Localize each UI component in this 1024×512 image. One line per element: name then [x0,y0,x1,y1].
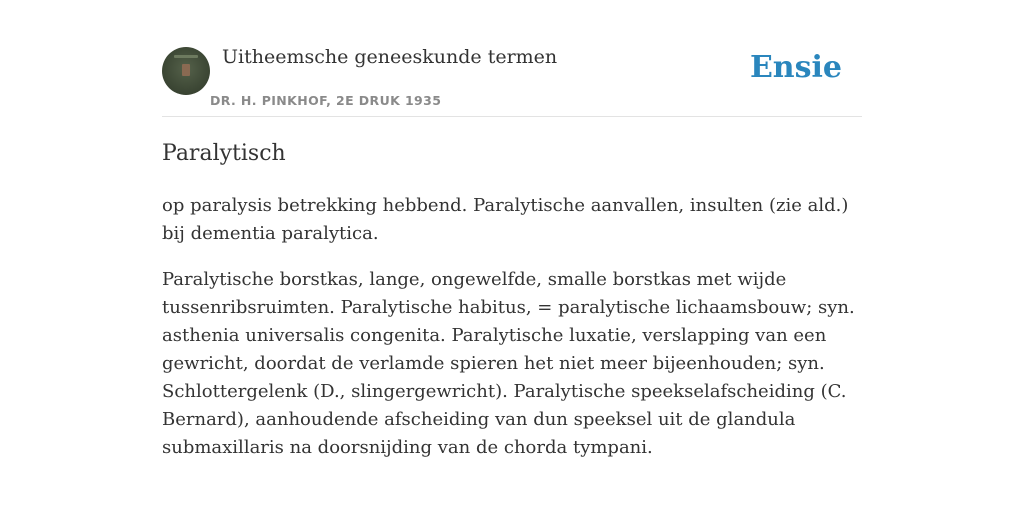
book-author-edition: DR. H. PINKHOF, 2E DRUK 1935 [210,93,442,108]
ensie-logo-link[interactable]: Ensie [749,50,842,85]
entry-title: Paralytisch [162,141,286,166]
entry-paragraph: Paralytische borstkas, lange, ongewelfde, smalle borstkas met wijde tussenribsruimten. Paralytische habitus, = paralytische lichaamsbouw; syn. asthenia universalis congenita. Paralytische luxatie, verslapping van een gewricht, doordat de verlamde spieren het niet meer bijeenhouden; syn. Schlottergelenk (D., slingergewricht). Paralytische speekselafscheiding (C. Bernard), aanhoudende afscheiding van dun speeksel uit de glandula submaxillaris na doorsnijding van de chorda tympani. [162,269,855,458]
book-title-link[interactable]: Uitheemsche geneeskunde termen [222,46,558,68]
cover-label [182,64,190,76]
book-cover-icon[interactable] [162,47,210,95]
cover-band [174,55,198,58]
source-header [162,46,862,117]
entry-paragraph: op paralysis betrekking hebbend. Paralytische aanvallen, insulten (zie ald.) bij dementia paralytica. [162,195,849,244]
entry-content [162,138,862,480]
